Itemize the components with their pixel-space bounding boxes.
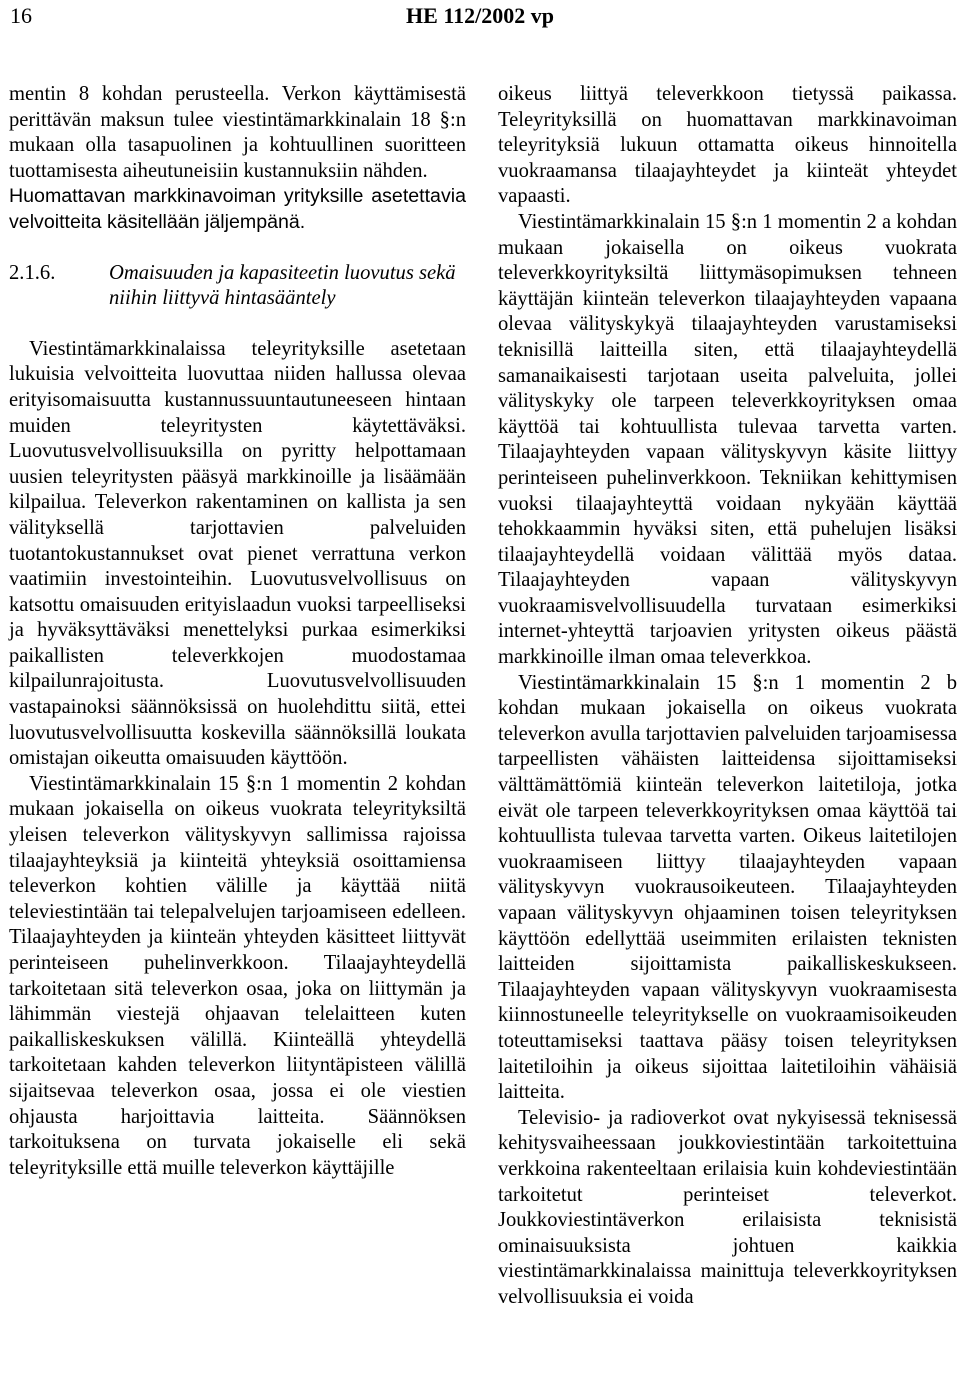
spacer [9,236,466,261]
paragraph: Huomattavan markkinavoiman yrityksille asetettavia velvoitteita käsitellään jäljempänä. [9,185,466,233]
paragraph: Viestintämarkkinalain 15 §:n 1 momentin 2 a kohdan mukaan jokaisella on oikeus vuokrata televerkkoyrityksiltä liittymäsopimuksen tehneen käyttäjän kiinteän televerkon tilaajayhteyden vapaana olevaa välityskykyä tilaajayhteyden varustamiseksi teknisillä laitteilla siten, että tilaajayhteydellä samanaikaisesti tarjotaan useita palveluita, jollei välityskyky ole tarpeen televerkkoyrityksen omaa käyttöä tai kohtuullista tulevaa tarvetta varten. Tilaajayhteyden vapaan välityskyvyn käsite liittyy perinteiseen puhelinverkkoon. Tekniikan kehittymisen vuoksi tilaajayhteyttä voidaan nykyään käyttää tehokkaammin hyväksi siten, että puhelujen lisäksi tilaajayhteydellä voidaan välittää myös dataa. Tilaajayhteyden vapaan välityskyvyn vuokraamisvelvollisuudella turvataan esimerkiksi internet-yhteyttä tarjoavien yritysten oikeus päästä markkinoille ilman omaa televerkkoa. [498,210,957,669]
spacer [9,312,466,337]
section-title: Omaisuuden ja kapasiteetin luovutus sekä niihin liittyvä hintasääntely [109,261,456,310]
section-number: 2.1.6. [9,261,56,284]
page-header [0,0,960,40]
section-heading [9,261,466,312]
paragraph: Viestintämarkkinalain 15 §:n 1 momentin 2 kohdan mukaan jokaisella on oikeus vuokrata teleyrityksiltä yleisen televerkon välityskyvyn sallimissa rajoissa tilaajayhteyksiä ja kiinteitä yhteyksiä osoittamiensa televerkon kohtien välille ja käyttää niitä televiestintään tai telepalvelujen tarjoamiseen edelleen. Tilaajayhteyden ja kiinteän yhteyden käsitteet liittyvät perinteiseen puhelinverkkoon. Tilaajayhteydellä tarkoitetaan sitä televerkon osaa, joka on liittymän ja lähimmän viestejä ohjaavan telelaitteen kuten paikalliskeskuksen välillä. Kiinteällä yhteydellä tarkoitetaan kahden televerkon liityntäpisteen välillä sijaitsevaa televerkon osaa, jossa ei ole viestien ohjausta harjoittavia laitteita. Säännöksen tarkoituksena on turvata jokaiselle eli sekä teleyrityksille että muille televerkon käyttäjille [9,772,466,1179]
document-id: HE 112/2002 vp [406,3,554,28]
right-column [498,82,957,1311]
paragraph: mentin 8 kohdan perusteella. Verkon käyttämisestä perittävän maksun tulee viestintämarkkinalain 18 §:n mukaan olla tasapuolinen ja kohtuullinen suoritteen tuottamisesta aiheutuneisiin kustannuksiin nähden. [9,83,466,182]
paragraph: oikeus liittyä televerkkoon tietyssä paikassa. Teleyrityksillä on huomattavan markkinavoiman teleyrityksiä lukuun ottamatta oikeus hinnoitella vuokraamansa tilaajayhteydet ja kiinteät yhteydet vapaasti. [498,83,957,208]
paragraph: Viestintämarkkinalain 15 §:n 1 momentin 2 b kohdan mukaan jokaisella on oikeus vuokrata televerkon avulla tarjottavien palveluiden tarjoamisessa tarpeellisten vähäisten laitteidensa sijoittamiseksi välttämättömiä kiinteän televerkon laitetiloja, jotka eivät ole tarpeen televerkkoyrityksen omaa käyttöä tai kohtuullista tulevaa tarvetta varten. Oikeus laitetilojen vuokraamiseen liittyy tilaajayhteyden vapaan välityskyvyn vuokrausoikeuteen. Tilaajayhteyden vapaan välityskyvyn ohjaaminen toisen teleyrityksen käyttöön edellyttää useimmiten erilaisten teknisten laitteiden sijoittamista paikalliskeskukseen. Tilaajayhteyden vapaan välityskyvyn vuokraamisesta kiinnostuneelle teleyritykselle on vuokraamisoikeuden toteuttamiseksi taattava pääsy toisen teleyrityksen laitetiloihin ja oikeus sijoittaa laitetiloihin vähäisiä laitteita. [498,671,957,1104]
page-number: 16 [10,3,32,28]
left-column [9,82,466,1181]
paragraph: Viestintämarkkinalaissa teleyrityksille asetetaan lukuisia velvoitteita luovuttaa niiden hallussa olevaa erityisomaisuutta kustannussuuntautuneeseen hintaan muiden teleyritysten käytettäväksi. Luovutusvelvollisuuksilla on pyritty helpottamaan uusien teleyritysten pääsyä markkinoille ja lisäämään kilpailua. Televerkon rakentaminen on kallista ja sen välityksellä tarjottavien palveluiden tuotantokustannukset ovat pienet verrattuna verkon vaatimiin investointeihin. Luovutusvelvollisuus on katsottu omaisuuden erityislaadun vuoksi tarpeelliseksi ja hyväksyttäväksi menettelyksi purkaa esimerkiksi paikallisten televerkkojen muodostamaa kilpailunrajoitusta. Luovutusvelvollisuuden vastapainoksi säännöksissä on huolehdittu siitä, ettei luovutusvelvollisuutta koskevilla säännöksillä loukata omistajan oikeutta omaisuuden käyttöön. [9,337,466,770]
paragraph: Televisio- ja radioverkot ovat nykyisessä teknisessä kehitysvaiheessaan joukkoviestintään tarkoitettuina verkkoina rakenteeltaan erilaisia kuin kohdeviestintään tarkoitetut perinteiset televerkot. Joukkoviestintäverkon erilaisista teknisistä ominaisuuksista johtuen kaikkia viestintämarkkinalaissa mainittuja televerkkoyrityksen velvollisuuksia ei voida [498,1106,957,1308]
